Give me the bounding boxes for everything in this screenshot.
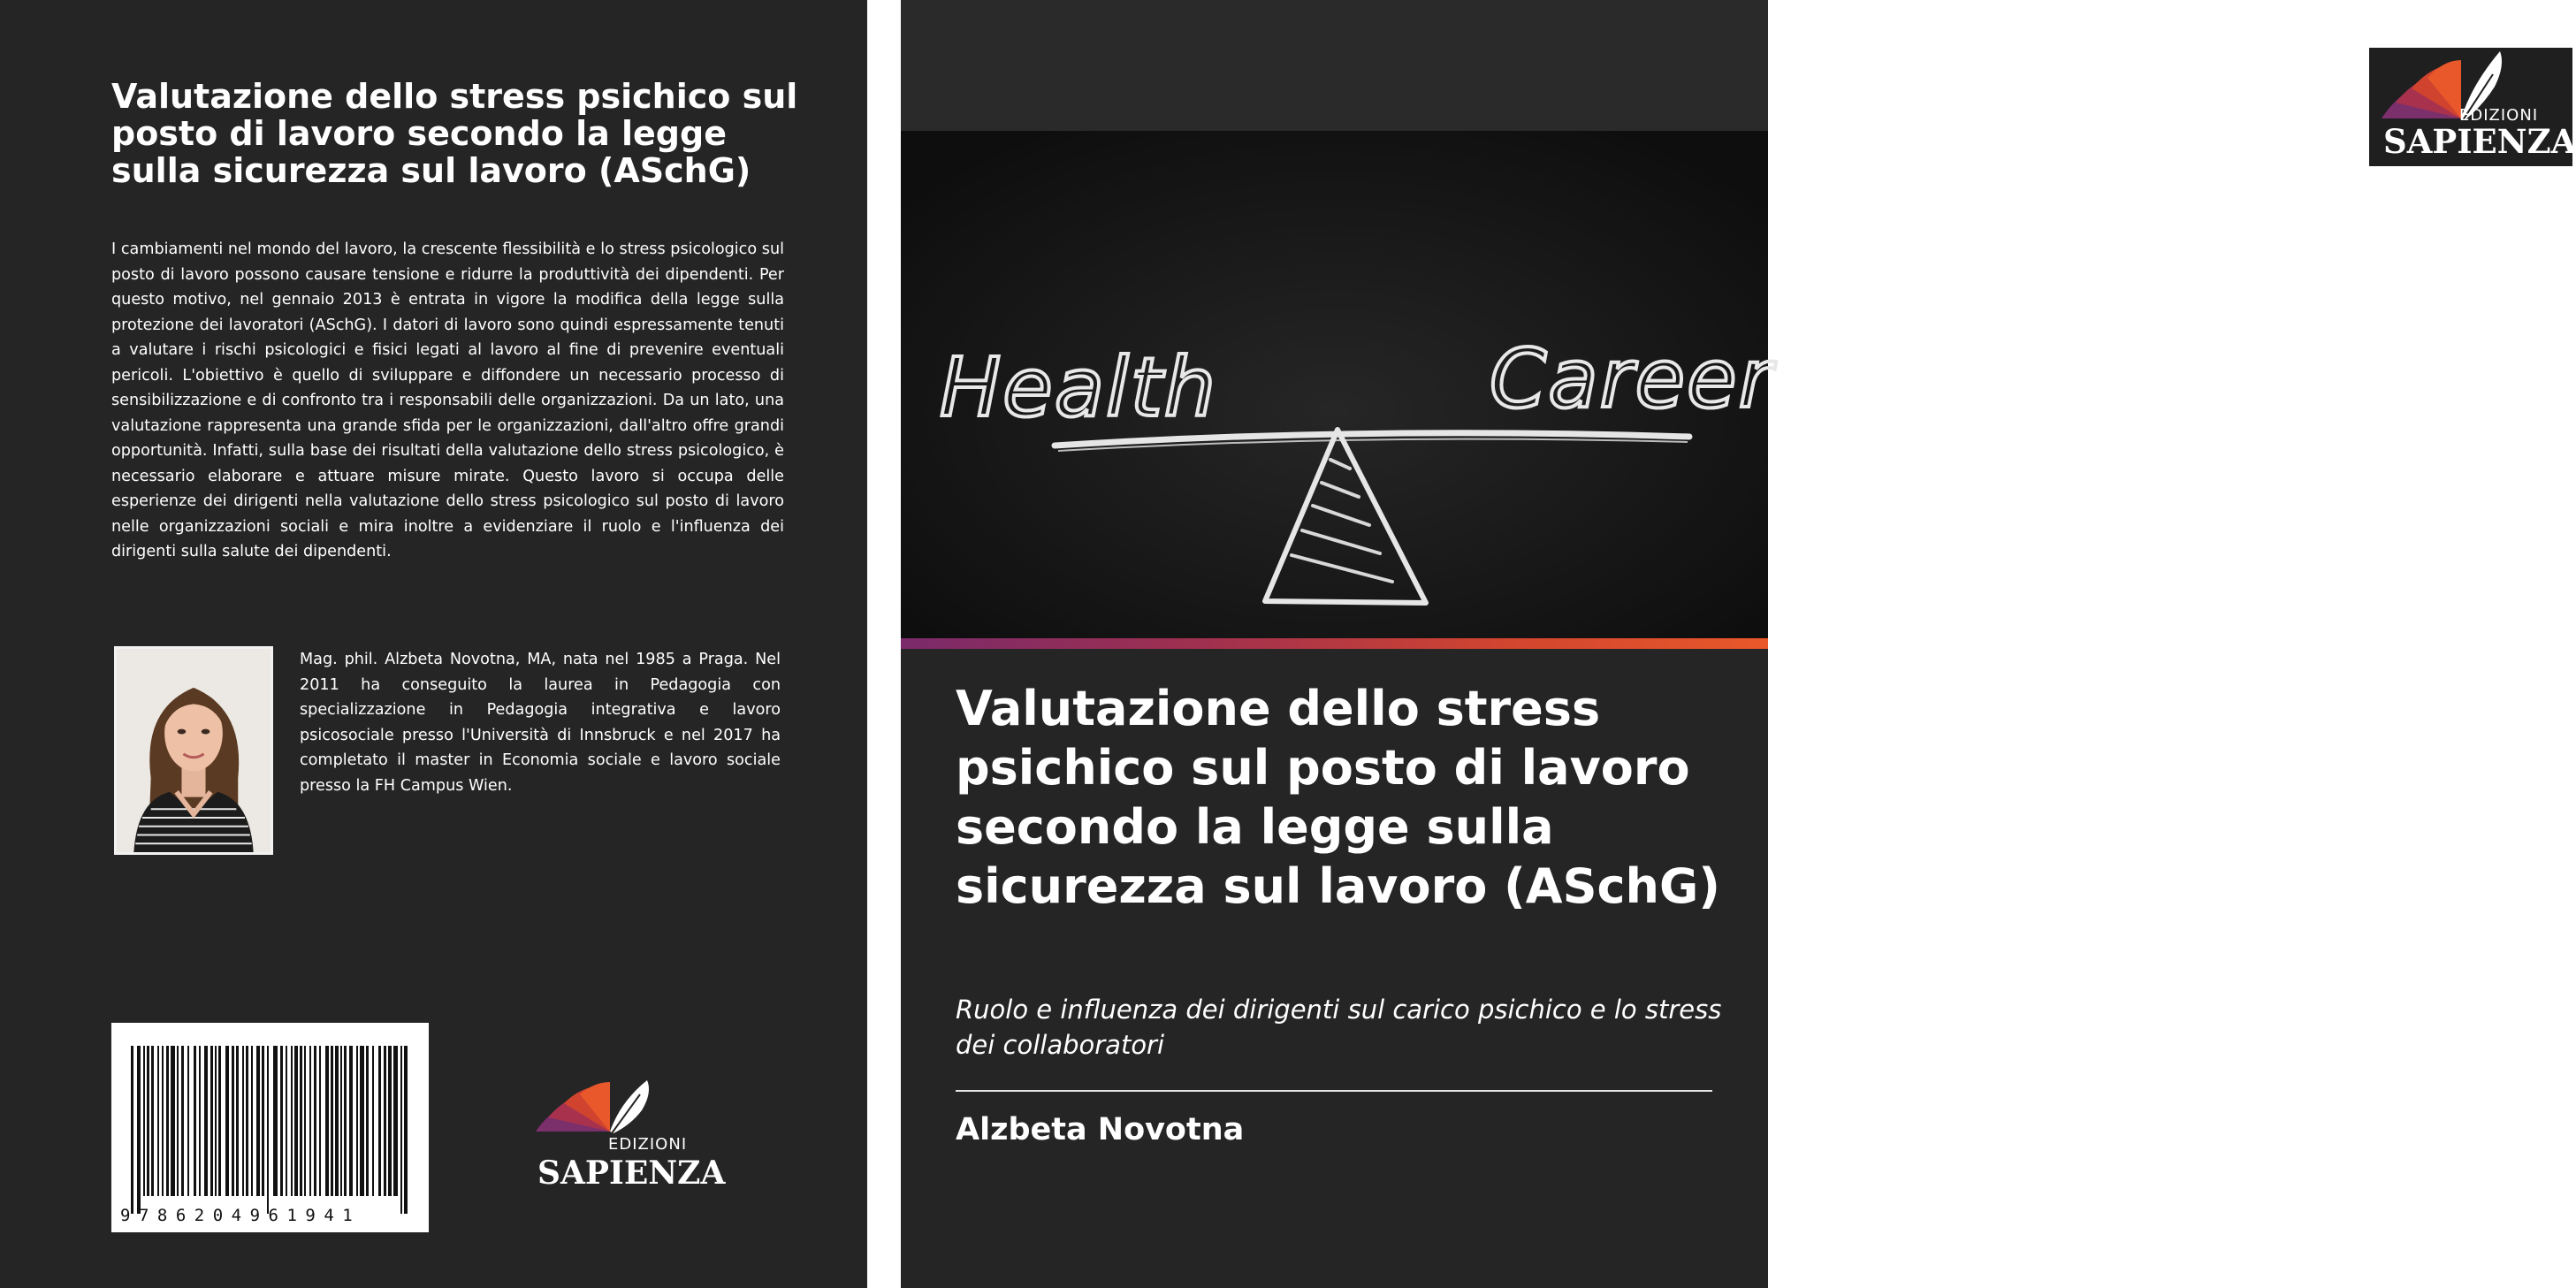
barcode-bar [181, 1046, 184, 1196]
front-cover [901, 0, 2576, 1288]
barcode-bar [232, 1046, 234, 1196]
barcode-bar [309, 1046, 311, 1196]
barcode-number: 9786204961941 [120, 1206, 362, 1225]
barcode-bar [251, 1046, 253, 1196]
barcode-bar [393, 1046, 398, 1196]
barcode-bar [340, 1046, 342, 1196]
barcode-bar [215, 1046, 217, 1196]
publisher-line2: SAPIENZA [2383, 122, 2576, 161]
barcode-bar [262, 1046, 264, 1196]
barcode-bar [131, 1046, 133, 1214]
barcode-bar [291, 1046, 293, 1196]
front-top-band [901, 0, 1768, 131]
barcode-bar [286, 1046, 287, 1196]
barcode-bar [372, 1046, 374, 1196]
quill-icon [610, 1080, 649, 1133]
barcode-bar [400, 1046, 402, 1214]
barcode-bar [218, 1046, 221, 1196]
barcode-bar [194, 1046, 196, 1196]
barcode-bar [242, 1046, 244, 1196]
barcode-bar [171, 1046, 175, 1196]
publisher-line1: EDIZIONI [2459, 106, 2539, 125]
front-cover-author: Alzbeta Novotna [956, 1112, 1245, 1147]
barcode-bar [273, 1046, 278, 1196]
title-divider [956, 1090, 1712, 1092]
barcode-bar [294, 1046, 298, 1196]
back-cover [0, 0, 867, 1288]
barcode-bar [360, 1046, 364, 1196]
front-cover-title: Valutazione dello stress psichico sul posto di lavoro secondo la legge sulla sicurezza sul lavoro (ASchG) [956, 681, 1720, 914]
barcode-bar [280, 1046, 283, 1196]
publisher-line1: EDIZIONI [608, 1135, 688, 1154]
barcode-bar [366, 1046, 369, 1196]
barcode-bar [187, 1046, 189, 1196]
back-cover-description: I cambiamenti nel mondo del lavoro, la crescente flessibilità e lo stress psicologico sul posto di lavoro possono causare tensione e ridurre la produttività dei dipendenti. Per questo motivo, nel gennaio 2013 è entrata in vigore la modifica della legge sulla protezione dei lavoratori (ASchG). I datori di lavoro sono quindi espressamente tenuti a valutare i rischi psicologici e fisici legati al lavoro al fine di prevenire eventuali pericoli. L'obiettivo è quello di sviluppare e diffondere un necessario processo di sensibilizzazione e di confronto tra i responsabili delle organizzazioni. Da un lato, una valutazione rappresenta una grande sfida per le organizzazioni, dall'altro offre grandi opportunità. Infatti, sulla base dei risultati della valutazione dello stress psicologico, è necessario elaborare e attuare misure mirate. Questo lavoro si occupa delle esperienze dei dirigenti nella valutazione dello stress psicologico sul posto di lavoro nelle organizzazioni sociali e mira inoltre a evidenziare il ruolo e l'influenza dei dirigenti sulla salute dei dipendenti. [111, 240, 784, 560]
barcode-bar [404, 1046, 408, 1214]
author-bio: Mag. phil. Alzbeta Novotna, MA, nata nel 1985 a Praga. Nel 2011 ha conseguito la laurea in Pedagogia con specializzazione in Pedagogia integrativa e lavoro psicosociale presso l'Università di Innsbruck e nel 2017 ha completato il master in Economia sociale e lavoro sociale presso la FH Campus Wien. [300, 651, 781, 795]
fan-icon [2382, 60, 2461, 118]
barcode-bar [388, 1046, 392, 1196]
spine-gap [867, 0, 901, 1288]
barcode-bar [210, 1046, 213, 1196]
barcode-bar [166, 1046, 169, 1196]
barcode-bar [267, 1046, 269, 1214]
barcode-bar [335, 1046, 339, 1196]
chalkboard-illustration [901, 131, 1774, 638]
chalk-word-career: Career [1490, 332, 1774, 426]
accent-bar [901, 638, 1768, 649]
barcode-bar [378, 1046, 381, 1196]
barcode-bar [162, 1046, 164, 1196]
barcode-bar [147, 1046, 149, 1196]
publisher-line2: SAPIENZA [537, 1155, 726, 1192]
barcode-bar [236, 1046, 239, 1196]
chalk-word-health: Health [940, 340, 1218, 435]
front-cover-subtitle: Ruolo e influenza dei dirigenti sul carico psichico e lo stress dei collaboratori [956, 995, 1722, 1060]
barcode-bar [314, 1046, 316, 1196]
publisher-logo-back [529, 1075, 725, 1195]
barcode-bar [349, 1046, 353, 1196]
publisher-logo-front [2369, 48, 2576, 166]
barcode [111, 1023, 429, 1232]
fan-icon [536, 1082, 610, 1132]
author-photo [114, 646, 273, 855]
barcode-bar [256, 1046, 260, 1196]
barcode-bar [344, 1046, 347, 1196]
barcode-bar [143, 1046, 145, 1196]
barcode-bar [325, 1046, 329, 1196]
barcode-bar [199, 1046, 201, 1196]
back-cover-title: Valutazione dello stress psichico sul posto di lavoro secondo la legge sulla sicurezza sul lavoro (ASchG) [111, 77, 798, 190]
barcode-bar [304, 1046, 306, 1196]
barcode-bar [204, 1046, 208, 1196]
barcode-bar [300, 1046, 302, 1196]
barcode-bar [319, 1046, 321, 1196]
barcode-bar [157, 1046, 159, 1196]
barcode-bar [151, 1046, 154, 1196]
barcode-bar [331, 1046, 333, 1196]
barcode-bar [137, 1046, 141, 1214]
barcode-bar [177, 1046, 179, 1196]
barcode-bar [384, 1046, 386, 1196]
barcode-bar [246, 1046, 248, 1196]
barcode-bar [225, 1046, 229, 1196]
barcode-bar [356, 1046, 358, 1196]
